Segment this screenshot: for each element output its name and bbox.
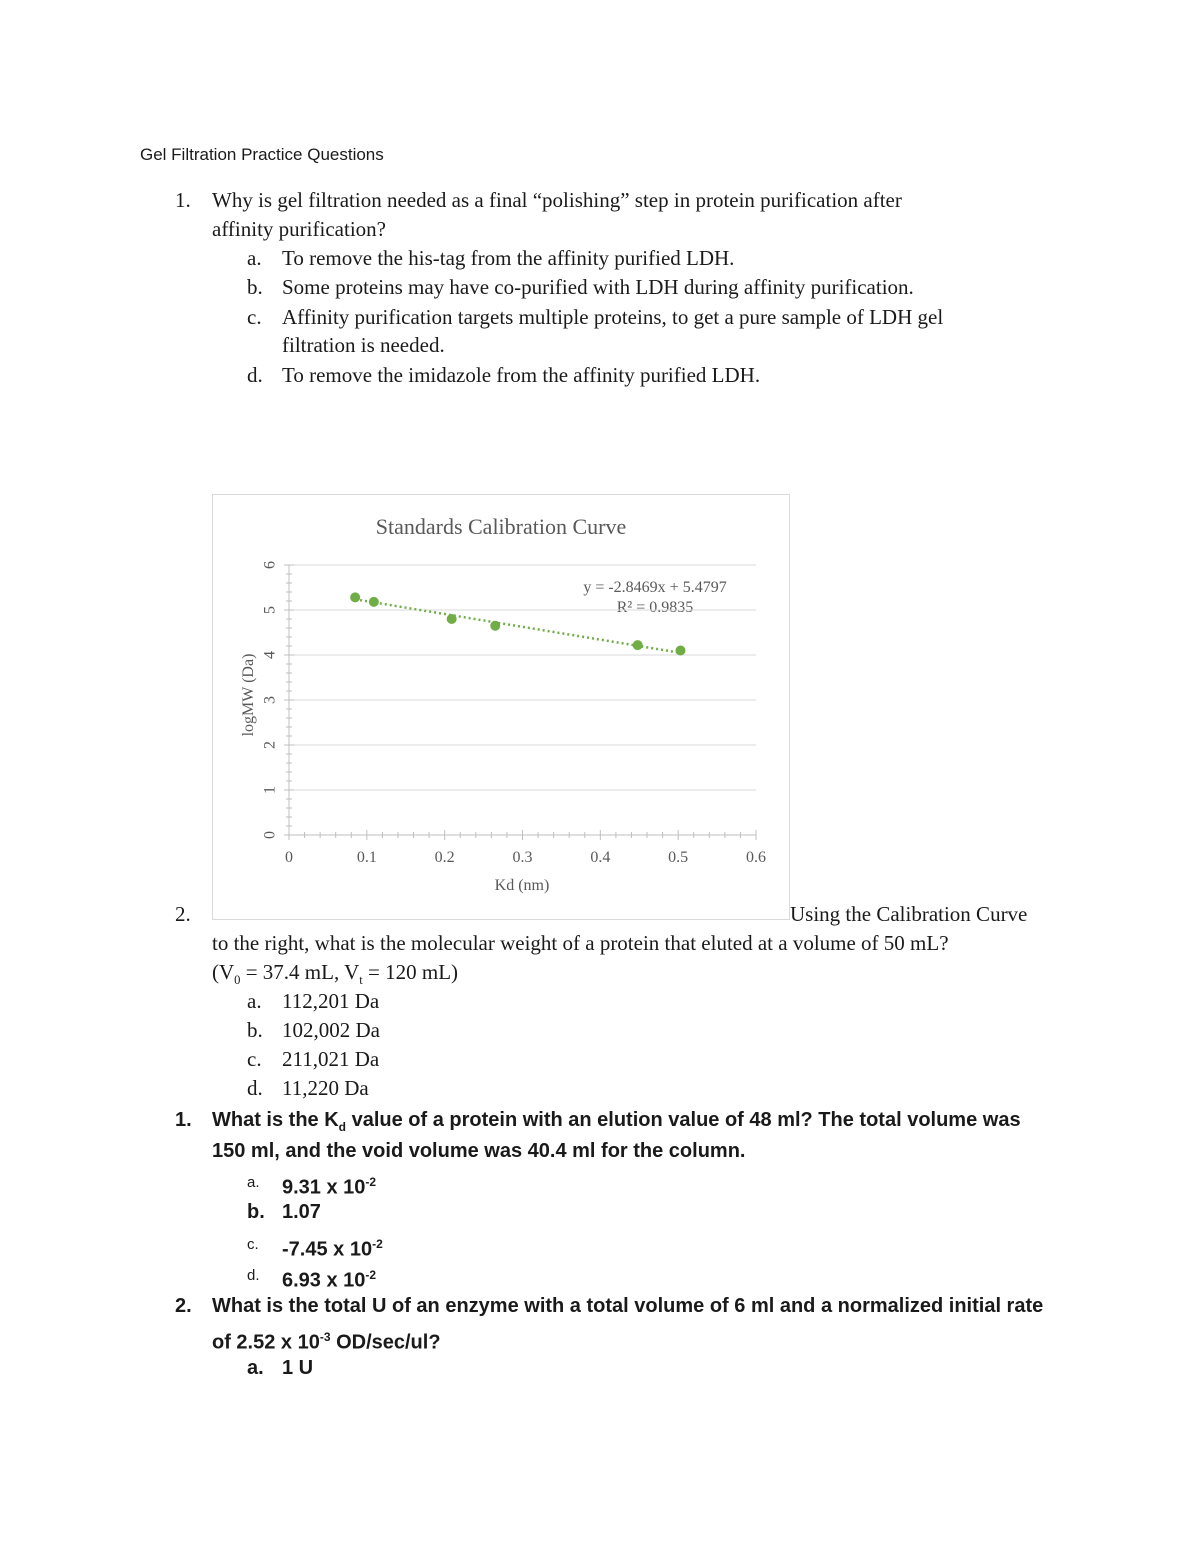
x-tick-label: 0.6 — [746, 849, 766, 866]
x-tick-label: 0.5 — [668, 849, 689, 866]
option-text: 112,201 Da — [282, 989, 380, 1013]
x-tick-label: 0.2 — [434, 849, 455, 866]
option-label: a. — [247, 1174, 260, 1191]
question-text: to the right, what is the molecular weight of a protein that eluted at a volume of 50 mL? — [212, 931, 949, 955]
option-text: 1 U — [282, 1357, 314, 1379]
question-number: 2. — [175, 1295, 192, 1317]
r-squared-label: R² = 0.9835 — [616, 599, 694, 616]
question-text: What is the total U of an enzyme with a total volume of 6 ml and a normalized initial rate — [212, 1295, 1044, 1317]
y-axis-label: logMW (Da) — [240, 653, 257, 737]
data-point — [633, 640, 643, 650]
data-point — [447, 614, 457, 624]
option-label: d. — [247, 1076, 263, 1100]
x-tick-label: 0.4 — [590, 849, 611, 866]
data-point — [369, 597, 379, 607]
option-label: c. — [247, 305, 262, 329]
y-tick-label: 1 — [261, 786, 279, 794]
option-label: b. — [247, 1201, 265, 1223]
option-text: To remove the imidazole from the affinity purified LDH. — [282, 363, 761, 387]
question-number: 1. — [175, 188, 191, 212]
y-tick-label: 3 — [261, 696, 279, 704]
option-label: b. — [247, 1018, 263, 1042]
question-text: Why is gel filtration needed as a final “polishing” step in protein purification after — [212, 188, 902, 212]
question-text: What is the $K_d$ value of a protein with an elution value of 48 ml? The total volume was — [212, 1109, 1021, 1134]
x-axis-label: Kd (nm) — [494, 877, 550, 894]
option-label: a. — [247, 246, 262, 270]
chart-title: Standards Calibration Curve — [375, 514, 627, 539]
data-point — [350, 592, 360, 602]
option-label: b. — [247, 275, 263, 299]
option-label: d. — [247, 363, 263, 387]
trendline-equation: y = -2.8469x + 5.4797 — [583, 579, 727, 596]
option-text: 6.93 x $10^{-2}$ — [282, 1268, 377, 1292]
data-point — [490, 621, 500, 631]
option-text: 1.07 — [282, 1201, 321, 1223]
option-text: 11,220 Da — [282, 1076, 369, 1100]
question-text: Using the Calibration Curve — [790, 902, 1028, 926]
option-label: a. — [247, 1357, 264, 1379]
data-point — [676, 646, 686, 656]
option-text: Some proteins may have co-purified with LDH during affinity purification. — [282, 275, 914, 299]
option-text: filtration is needed. — [282, 333, 445, 357]
document-heading: Gel Filtration Practice Questions — [140, 145, 384, 164]
y-tick-label: 5 — [261, 606, 279, 614]
calibration-chart — [212, 494, 790, 920]
option-text: Affinity purification targets multiple proteins, to get a pure sample of LDH gel — [282, 305, 944, 329]
y-tick-label: 2 — [261, 741, 279, 749]
y-tick-label: 6 — [261, 561, 279, 569]
chart-svg — [213, 495, 789, 919]
y-tick-label: 0 — [261, 831, 279, 839]
option-text: 102,002 Da — [282, 1018, 380, 1042]
question-text: of 2.52 x $10^{-3}$ OD/sec/ul? — [212, 1330, 441, 1354]
x-tick-label: 0.3 — [512, 849, 533, 866]
question-number: 2. — [175, 902, 191, 926]
option-text: 211,021 Da — [282, 1047, 380, 1071]
x-tick-label: 0.1 — [356, 849, 377, 866]
option-label: c. — [247, 1047, 262, 1071]
option-label: d. — [247, 1267, 260, 1284]
option-text: -7.45 x $10^{-2}$ — [282, 1237, 383, 1261]
volume-values: ($V_0 = 37.4$ mL, $V_t = 120$ mL) — [212, 960, 459, 988]
option-text: 9.31 x $10^{-2}$ — [282, 1175, 377, 1199]
option-label: a. — [247, 989, 262, 1013]
option-label: c. — [247, 1236, 259, 1253]
question-number: 1. — [175, 1109, 192, 1131]
y-tick-label: 4 — [261, 651, 279, 659]
question-text: 150 ml, and the void volume was 40.4 ml for the column. — [212, 1140, 746, 1162]
question-text: affinity purification? — [212, 217, 386, 241]
x-tick-label: 0 — [285, 849, 293, 866]
option-text: To remove the his-tag from the affinity purified LDH. — [282, 246, 735, 270]
